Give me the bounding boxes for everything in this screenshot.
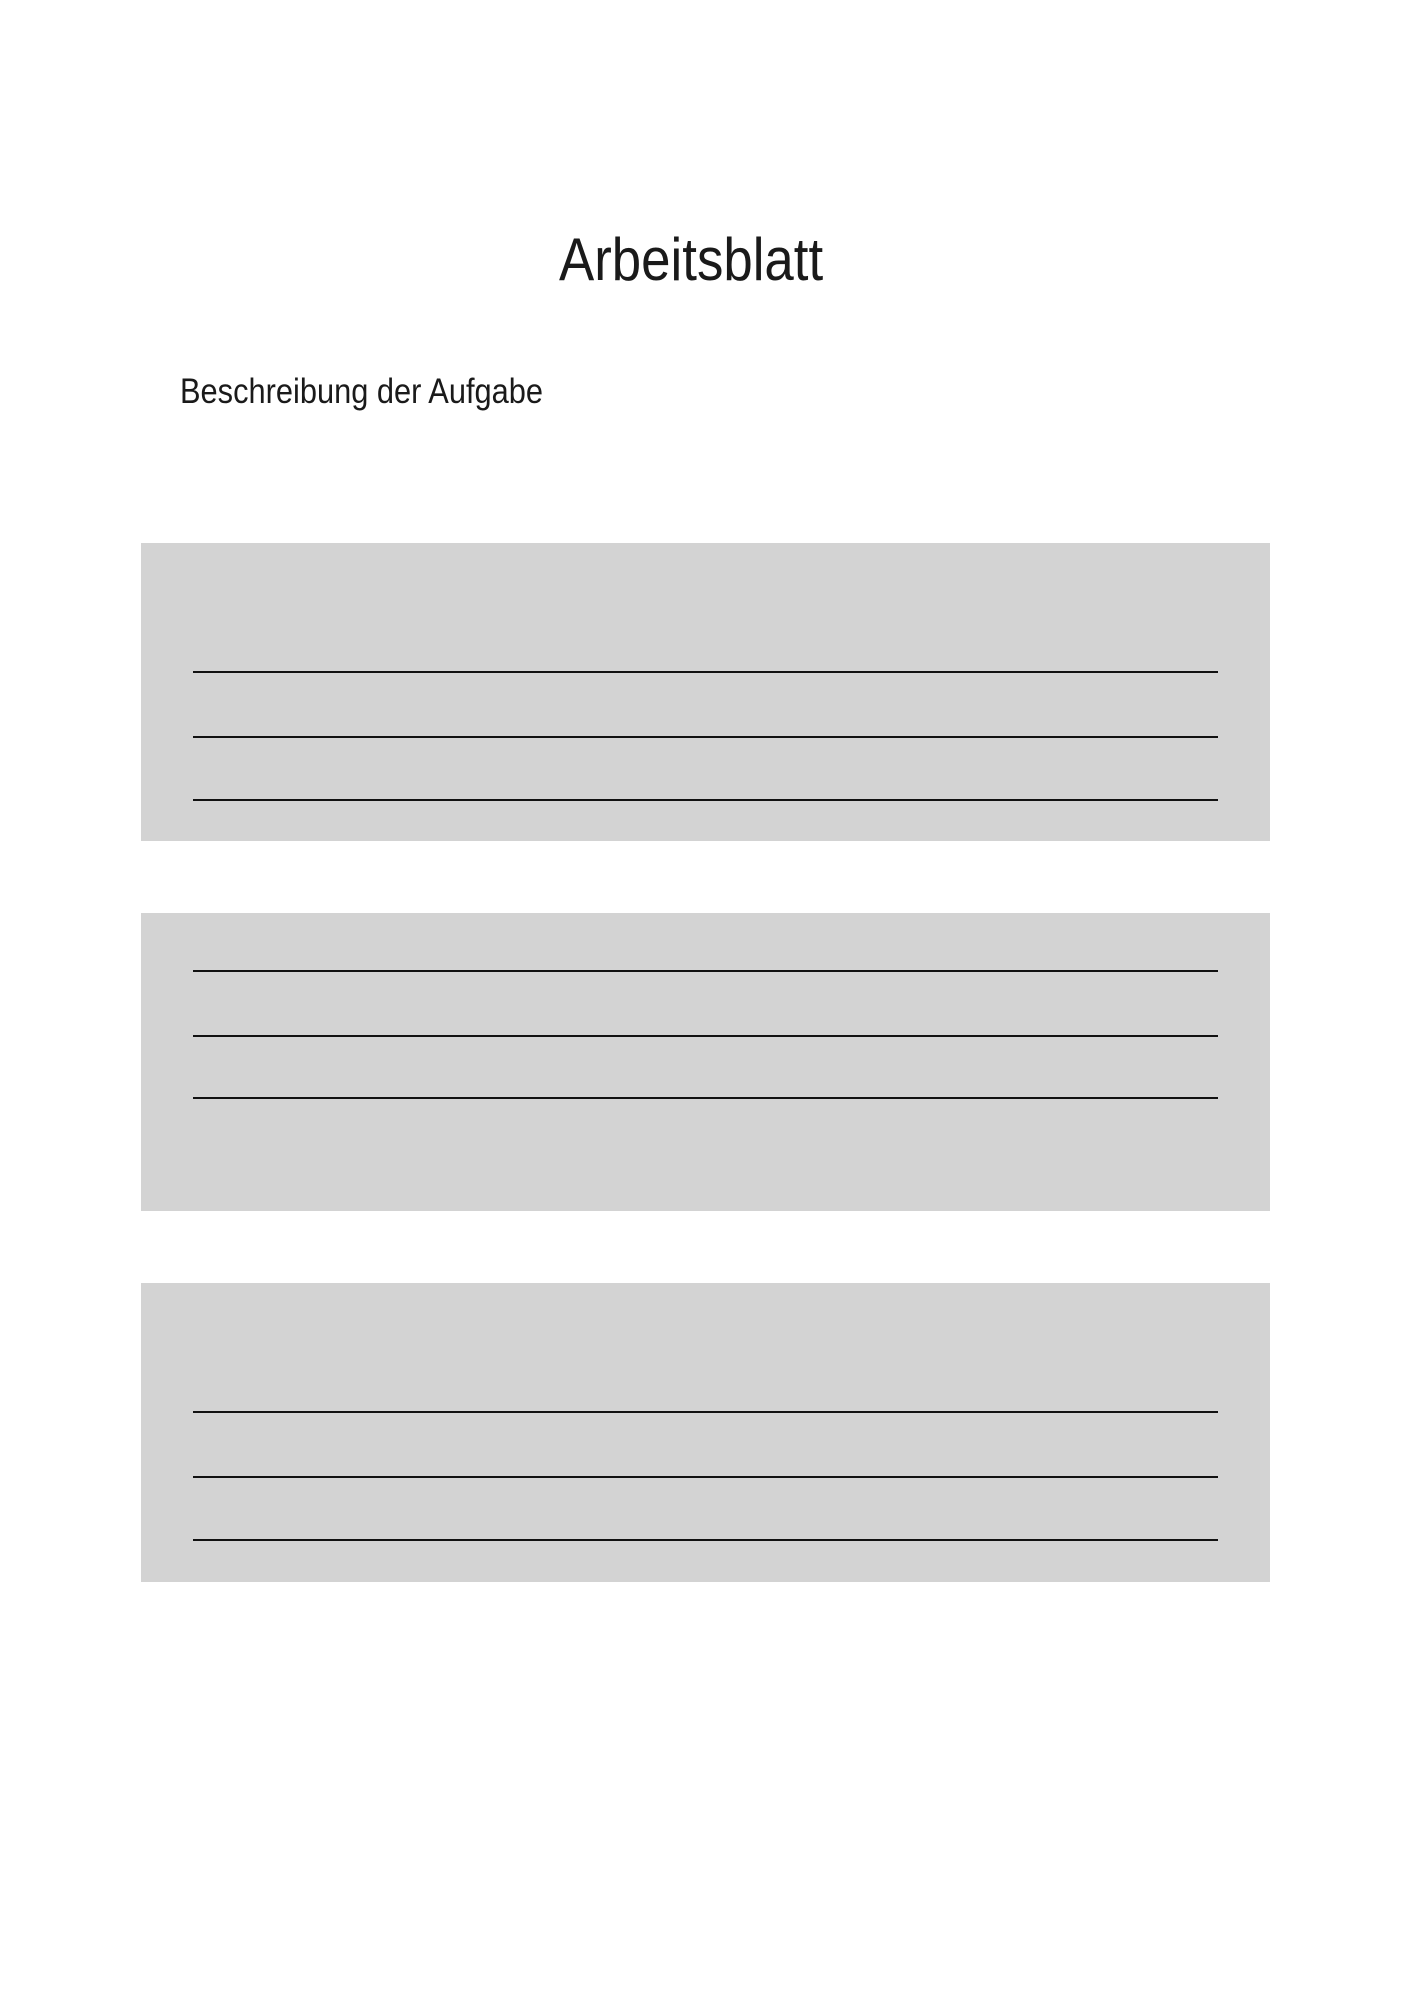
answer-block-3: [141, 1283, 1270, 1582]
answer-line: [193, 1476, 1218, 1478]
answer-line: [193, 799, 1218, 801]
answer-line: [193, 671, 1218, 673]
answer-block-2: [141, 913, 1270, 1211]
answer-line: [193, 1097, 1218, 1099]
answer-line: [193, 1035, 1218, 1037]
page-title-text: Arbeitsblatt: [558, 226, 824, 293]
answer-line: [193, 736, 1218, 738]
answer-block-1: [141, 543, 1270, 841]
page-title: [112, 225, 1270, 295]
task-description-text: Beschreibung der Aufgabe: [180, 372, 544, 411]
answer-line: [193, 970, 1218, 972]
task-description: [180, 371, 593, 413]
answer-line: [193, 1539, 1218, 1541]
answer-line: [193, 1411, 1218, 1413]
